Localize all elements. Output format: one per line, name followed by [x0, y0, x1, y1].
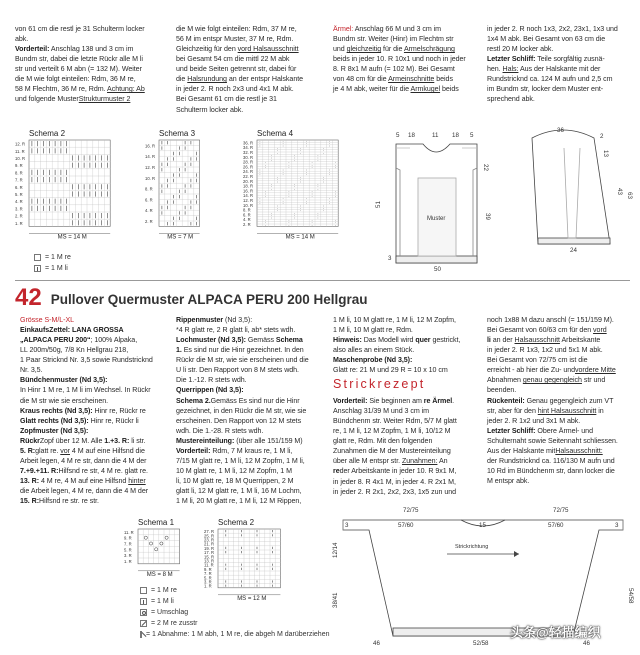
row-label: 2. R — [243, 222, 251, 227]
text-line: Letzter Schliff: Obere Ärmel- und — [487, 426, 593, 435]
text-line: li, 10 M glatt re, 18 M Querrippen, 2 M — [176, 477, 294, 485]
text-line: glatt li, 12 M glatt re, 1 M li, 16 M Lochm, — [176, 487, 302, 496]
row-label: 5. R — [124, 547, 132, 553]
dim-cuff-left: 3 — [345, 522, 349, 529]
text-line: von 48 cm für die Armeinschnitte beids — [333, 75, 453, 84]
row-label: 3. R — [15, 206, 23, 212]
row-label: 34. R — [243, 145, 254, 151]
row-label: 36. R — [243, 140, 254, 146]
repeat-label: MS = 14 M — [285, 234, 315, 241]
text-line: die Halsrundung an der entspr Halskante — [176, 75, 304, 84]
text-line: 13. R: 4 M re, 4 M auf eine Hilfsnd hinter — [20, 477, 146, 485]
row-label: 10. R — [243, 202, 254, 208]
dim-body-6: 22 — [482, 164, 489, 171]
text-line: die Arbeit legen, 4 M re, dann die 4 M der — [20, 487, 149, 496]
text-line: der Rundstricknd ca. 116/130 M aufn und — [487, 456, 615, 465]
row-label: 2. R — [145, 219, 153, 224]
text-line: in jeder 2. R 2x1, 2x2, 2x3, 1x5 zun und — [333, 487, 457, 496]
row-label: 9. R — [204, 566, 212, 572]
text-line: Bei Gesamt von 60/63 cm für den vord — [487, 326, 607, 335]
text-line: Bei Gesamt 61 cm die restl je 31 — [176, 95, 277, 104]
top-garment-schematic — [372, 128, 632, 273]
row-label: 5. R — [204, 575, 212, 581]
text-line: Kraus rechts (Nd 3,5): Hinr re, Rückr re — [20, 406, 146, 415]
text-line: reder Arbeitskante in jeder 10. R 9x1 M, — [333, 467, 457, 476]
text-line: 56 M im entspr Muster, 37 M re, Rdm. — [176, 35, 294, 44]
text-line: Schulternaht sowie Seitennaht schliessen. — [487, 436, 618, 445]
text-line: 1 M li, 10 M glatt re, Rdm. — [333, 326, 413, 335]
row-label: 1. R — [204, 583, 212, 589]
text-line: in jeder 2. R 1x3, 1x2 und 5x1 M abk. — [487, 346, 603, 355]
text-line: Abnahmen genau gegengleich str und — [487, 376, 606, 385]
text-line: noch 1x88 M dazu anschl (= 151/159 M). — [487, 316, 614, 324]
text-line: Lochmuster (Nd 3,5): Gemäss Schema — [176, 336, 303, 345]
row-label: 6. R — [15, 184, 23, 190]
text-line: Aus der Halskante mitHalsausschnitt: — [487, 446, 603, 455]
row-label: 15. R — [204, 554, 215, 560]
row-label: 17. R — [204, 550, 215, 556]
legend-purl: = 1 M li — [45, 264, 68, 272]
dim-body-5: 5 — [470, 132, 474, 139]
row-label: 16. R — [145, 143, 156, 149]
row-label: 28. R — [243, 159, 254, 165]
row-label: 8. R — [243, 207, 251, 213]
text-line: Rückr die M str, wie sie erscheinen und die — [176, 356, 309, 365]
row-label: 7. R — [124, 541, 132, 547]
row-label: 24. R — [243, 169, 254, 175]
dim-body-9: 50 — [434, 266, 441, 273]
text-line: Maschenprobe (Nd 3,5): — [333, 356, 413, 365]
arrowhead-icon — [514, 551, 519, 557]
text-line: hen. Hals: Aus der Halskante mit der — [487, 65, 601, 74]
strickrezept-heading: Strickrezept — [333, 377, 426, 391]
top-charts — [15, 128, 375, 258]
row-label: 8. R — [15, 170, 23, 176]
chart-title: Schema 2 — [29, 129, 66, 138]
bottom-text-col-2 — [176, 315, 326, 506]
pattern-name: Pullover Quermuster ALPACA PERU 200 Hellgrau — [50, 292, 368, 307]
text-line: Rückenteil: Genau gegengleich zum VT — [487, 396, 614, 405]
repeat-label: MS = 12 M — [237, 595, 267, 602]
text-line: Ärmel: Anschlag 66 M und 3 cm im — [333, 25, 442, 33]
text-line: 1 M li, 10 M glatt re, 1 M li, 12 M Zopfm, — [333, 316, 456, 324]
bottom-text-col-3 — [333, 315, 478, 375]
text-line: Glatt rechts (Nd 3,5): Hinr re, Rückr li — [20, 416, 139, 425]
row-label: 2. R — [15, 213, 23, 219]
text-line: Bundm str, dabei die letzte Rückr alle M li — [15, 55, 143, 64]
legend-k2tog: = 2 M re zusstr — [151, 619, 198, 627]
text-line: Schulterm locker abk. — [176, 105, 244, 114]
row-label: 3. R — [204, 579, 212, 585]
text-line: 7/15 M glatt re, 1 M li, 12 M Zopfm, 1 M li, — [176, 456, 305, 465]
text-line: Zopfmuster (Nd 3,5): — [20, 426, 89, 435]
dim-sleeve-left: 57/60 — [398, 522, 414, 529]
sleeve-dim-4: 43 — [616, 188, 623, 195]
decrease-icon — [140, 631, 142, 638]
row-label: 25. R — [204, 533, 215, 539]
text-line: abk. — [15, 35, 29, 44]
text-line: in jeder 2. R noch 1x3, 2x2, 23x1, 1x3 und — [487, 25, 618, 33]
top-chart-legend — [34, 252, 71, 274]
dim-side-2: 38/41 — [332, 592, 339, 608]
text-line: also alles an einem Stück. — [333, 346, 415, 355]
bottom-chart-legend — [140, 585, 330, 640]
text-line: re, 1 M li, 12 M Zopfm, 1 M li, 10/12 M — [333, 427, 451, 436]
text-line: M entspr abk. — [487, 477, 530, 485]
text-line: in jeder 2. R noch 2x3 und 4x1 M abk. — [176, 85, 294, 94]
text-line: 1. Es sind nur die Hinr gezeichnet. In den — [176, 346, 304, 355]
row-label: 6. R — [145, 197, 153, 203]
dim-cuff-right: 3 — [615, 522, 619, 529]
text-line: Zunahmen die M der Mustereinteilung — [333, 447, 451, 456]
text-line: Grösse S-M/L-XL — [20, 316, 75, 324]
dim-bottom-3: 46 — [583, 640, 590, 647]
row-label: 12. R — [145, 165, 156, 170]
row-label: 20. R — [243, 178, 254, 184]
pattern-number: 42 — [15, 284, 42, 311]
row-label: 4. R — [145, 208, 153, 214]
dim-side-1: 12/14 — [332, 542, 339, 558]
dim-neck: 15 — [479, 522, 486, 529]
text-line: Bündchenm str. Weiter Rdm, 5/7 M glatt — [333, 417, 457, 426]
row-label: 14. R — [145, 154, 156, 160]
legend-decrease: = 1 Abnahme: 1 M abh, 1 M re, die abgeh M darüberziehen — [146, 630, 330, 638]
sleeve-shape — [532, 130, 610, 244]
text-line: wdh. Die 1.-28. R stets wdh. — [176, 426, 264, 435]
row-label: 1. R — [124, 558, 132, 564]
purl-symbol-icon — [34, 265, 41, 272]
text-line: In Hinr 1 M re, 1 M li im Wechsel. In Rückr — [20, 386, 151, 395]
text-line: und gleichzeitig für die Armelschrägung — [333, 45, 455, 54]
text-line: LL 200m/50g, 7/8 Kn Hellgrau 218, — [20, 346, 129, 355]
row-label: 22. R — [243, 174, 254, 179]
sleeve-dim-6: 24 — [570, 247, 577, 254]
text-line: über alle M entspr str. Zunahmen: An — [333, 457, 448, 466]
row-label: 7. R — [15, 177, 23, 183]
text-line: 58 M Flechtm, 36 M re, Rdm. Achtung: Ab — [15, 85, 145, 94]
dim-body-2: 18 — [408, 132, 415, 139]
row-label: 10. R — [15, 156, 26, 161]
row-label: 5. R — [15, 192, 23, 197]
text-line: *4 R glatt re, 2 R glatt li, ab* stets wdh. — [176, 326, 296, 335]
sleeve-dim-5: 63 — [626, 192, 633, 199]
text-line: von 61 cm die restl je 31 Schulterm locker — [15, 25, 145, 33]
dim-body-1: 5 — [396, 132, 400, 139]
text-line: und folgende MusterStrukturmuster 2 — [15, 95, 131, 104]
text-line: Vorderteil: Rdm, 7 M kraus re, 1 M li, — [176, 446, 293, 455]
top-text-col-3 — [333, 24, 478, 94]
text-line: U li str. Den Rapport von 8 M stets wdh. — [176, 366, 299, 375]
top-text-col-1 — [15, 24, 165, 105]
text-line: Die 1.-12. R stets wdh. — [176, 376, 247, 385]
text-line: sprechend abk. — [487, 95, 535, 104]
row-label: 4. R — [243, 217, 251, 223]
text-line: Gleichzeitig für den vord Halsausschnitt — [176, 45, 299, 54]
row-label: 12. R — [243, 198, 254, 203]
watermark: 头条@轻描编织 — [510, 625, 601, 640]
text-line: 8. R 8x1 M aufn (= 102 M). Bei Gesamt — [333, 65, 455, 74]
row-label: 10. R — [145, 175, 156, 181]
repeat-label: MS = 14 M — [57, 234, 87, 241]
text-line: gezeichnet, in den Rückr die M str, wie sie — [176, 406, 307, 415]
muster-label: Muster — [427, 216, 446, 222]
chart-title: Schema 4 — [257, 129, 294, 138]
text-line: Nr. 3,5. — [20, 366, 43, 375]
text-line: Rippenmuster (Nd 3,5): — [176, 316, 253, 324]
text-line: 10 Rd im Bündchenm str, dann locker die — [487, 466, 615, 475]
row-label: 14. R — [243, 193, 254, 199]
row-label: 3. R — [124, 553, 132, 559]
text-line: Vorderteil: Sie beginnen am re Ärmel. — [333, 397, 455, 405]
dim-body-4: 18 — [452, 132, 459, 139]
sleeve-dim-2: 2 — [600, 133, 604, 140]
sleeve-dim-1: 36 — [557, 127, 564, 134]
row-label: 11. R — [204, 562, 214, 568]
text-line: 1 Paar Stricknd Nr. 3,5 sowie Rundstricknd — [20, 356, 153, 365]
text-line: restl 20 M locker abk. — [487, 45, 554, 54]
row-label: 11. R — [124, 529, 134, 535]
row-label: 19. R — [204, 545, 215, 551]
dim-bottom-2: 52/58 — [473, 640, 489, 647]
text-line: „ALPACA PERU 200“; 100% Alpaka, — [20, 336, 138, 345]
text-line: Bündchenmuster (Nd 3,5): — [20, 376, 108, 385]
text-line: Anschlag 31/39 M und 3 cm im — [333, 407, 429, 416]
legend-yarn-over: = Umschlag — [151, 608, 189, 616]
schema-2-top — [15, 129, 110, 240]
top-text-col-2 — [176, 24, 324, 115]
text-line: Mustereinteilung: (über alle 151/159 M) — [176, 436, 303, 445]
text-line: Rundstricknd ca. 124 M aufn und 2,5 cm — [487, 75, 613, 84]
bottom-text-col-4 — [487, 315, 632, 486]
dim-bottom-1: 46 — [373, 640, 380, 647]
dim-side-3: 54/58 — [627, 588, 634, 604]
text-line: in jeder 8. R 4x1 M, in jeder 4. R 2x1 M, — [333, 477, 456, 486]
chart-title: Schema 2 — [218, 518, 255, 527]
schema-3-top — [145, 129, 200, 240]
dim-width-left: 72/75 — [403, 507, 419, 514]
chart-title: Schema 3 — [159, 129, 196, 138]
text-line: Letzter Schliff: Teile sorgfältig zusnä- — [487, 55, 605, 64]
pullover-shape — [343, 520, 623, 636]
text-line: die M wie folgt einteilen: Rdm, 36 M re, — [15, 75, 136, 84]
top-text-col-4 — [487, 24, 629, 105]
row-label: 13. R — [204, 558, 215, 564]
dim-body-10: 3 — [388, 255, 392, 262]
row-label: 21. R — [204, 541, 215, 547]
schema-1-bottom — [124, 518, 180, 578]
text-line: und beide Seiten getrennt str, dabei für — [176, 65, 297, 74]
text-line: Schema 2.Gemäss Es sind nur die Hinr — [176, 396, 300, 405]
text-line: 10 M glatt re, 1 M li, 12 M Zopfm, 1 M — [176, 466, 292, 475]
text-line: 5. R:glatt re. vor 4 M auf eine Hilfsnd die — [20, 446, 145, 455]
repeat-label: MS = 8 M — [146, 571, 173, 578]
text-line: Bei Gesamt von 72/75 cm ist die — [487, 356, 588, 365]
row-label: 1. R — [15, 220, 23, 226]
dim-body-3: 11 — [432, 132, 439, 139]
front-body-shape — [396, 144, 477, 263]
text-line: 7.+9.+11. R:Hilfsnd re str, 4 M re. glatt re. — [20, 466, 148, 475]
bottom-text-col-1 — [20, 315, 168, 506]
text-line: erreicht - ab hier die Zu- undvordere Mitte — [487, 366, 616, 375]
knitting-direction-label: Strickrichtung — [455, 544, 489, 550]
row-label: 4. R — [15, 199, 23, 205]
repeat-label: MS = 7 M — [167, 234, 194, 241]
row-label: 18. R — [243, 183, 254, 189]
text-line: 1x4 M abk. Bei Gesamt von 63 cm die — [487, 35, 606, 44]
row-label: 12. R — [15, 141, 26, 147]
bottom-text-col-3b — [333, 396, 478, 497]
sleeve-dim-3: 13 — [602, 150, 609, 157]
row-label: 27. R — [204, 529, 215, 535]
text-line: str, aber für den hint Halsausschnitt in — [487, 406, 604, 415]
text-line: EinkaufsZettel: LANA GROSSA — [20, 326, 124, 335]
text-line: erscheinen. Den Rapport von 12 M stets — [176, 416, 302, 425]
yarn-over-icon — [140, 609, 147, 616]
row-label: 32. R — [243, 150, 254, 155]
dim-width-right: 72/75 — [553, 507, 569, 514]
row-label: 6. R — [243, 212, 251, 218]
text-line: im Bundm str, locker dem Muster ent- — [487, 85, 604, 94]
legend-purl: = 1 M li — [151, 597, 174, 605]
text-line: glatt re, Rdm. Mit den folgenden — [333, 437, 433, 446]
dim-sleeve-right: 57/60 — [548, 522, 564, 529]
row-label: 23. R — [204, 537, 215, 543]
text-line: bei Gesamt 54 cm die mittl 22 M abk — [176, 55, 290, 64]
row-label: 8. R — [145, 186, 153, 192]
knit-symbol-icon — [34, 254, 41, 261]
text-line: beids in jeder 10. R 10x1 und noch in jeder — [333, 55, 466, 64]
text-line: li an der Halsausschnitt Arbeitskante — [487, 336, 601, 345]
text-line: Vorderteil: Anschlag 138 und 3 cm im — [15, 45, 134, 54]
text-line: die M str wie sie erscheinen. — [20, 396, 109, 405]
purl-symbol-icon — [140, 598, 147, 605]
text-line: Hinweis: Das Modell wird quer gestrickt, — [333, 336, 461, 345]
text-line: str und verteilt 6 M abn (= 132 M). Weiter — [15, 65, 142, 74]
legend-knit: = 1 M re — [151, 586, 177, 594]
text-line: Bundm str. Weiter (Hinr) im Flechtm str — [333, 35, 454, 44]
row-label: 26. R — [243, 164, 254, 170]
k2tog-icon — [140, 620, 147, 627]
pattern-title — [15, 280, 368, 310]
schema-4-top — [243, 129, 338, 240]
legend-knit: = 1 M re — [45, 253, 71, 261]
row-label: 9. R — [15, 163, 23, 169]
row-label: 7. R — [204, 571, 212, 577]
text-line: Querrippen (Nd 3,5): — [176, 386, 244, 395]
row-label: 9. R — [124, 535, 132, 541]
row-label: 11. R — [15, 148, 25, 154]
text-line: die M wie folgt einteilen: Rdm, 37 M re, — [176, 25, 297, 33]
text-line: 15. R:Hilfsnd re str. re str. — [20, 497, 99, 506]
text-line: beenden. — [487, 386, 517, 395]
dim-body-7: 51 — [375, 201, 382, 208]
text-line: jeder 2. R 1x2 und 3x1 M abk. — [487, 416, 581, 425]
knit-symbol-icon — [140, 587, 147, 594]
text-line: Glatt re: 21 M und 29 R = 10 x 10 cm — [333, 366, 448, 375]
text-line: je 4 M abk, weiter für die Armkugel beids — [333, 85, 459, 94]
text-line: 1 M li, 20 M glatt re, 1 M li, 12 M Rippen, — [176, 497, 302, 506]
text-line: Arbeit legen, 4 M re str, dann die 4 M der — [20, 456, 147, 465]
text-line: RückrZopf über 12 M. Alle 1.+3. R: li str. — [20, 436, 146, 445]
row-label: 30. R — [243, 154, 254, 160]
dim-body-8: 39 — [484, 213, 491, 220]
row-label: 16. R — [243, 188, 254, 194]
chart-title: Schema 1 — [138, 518, 175, 527]
